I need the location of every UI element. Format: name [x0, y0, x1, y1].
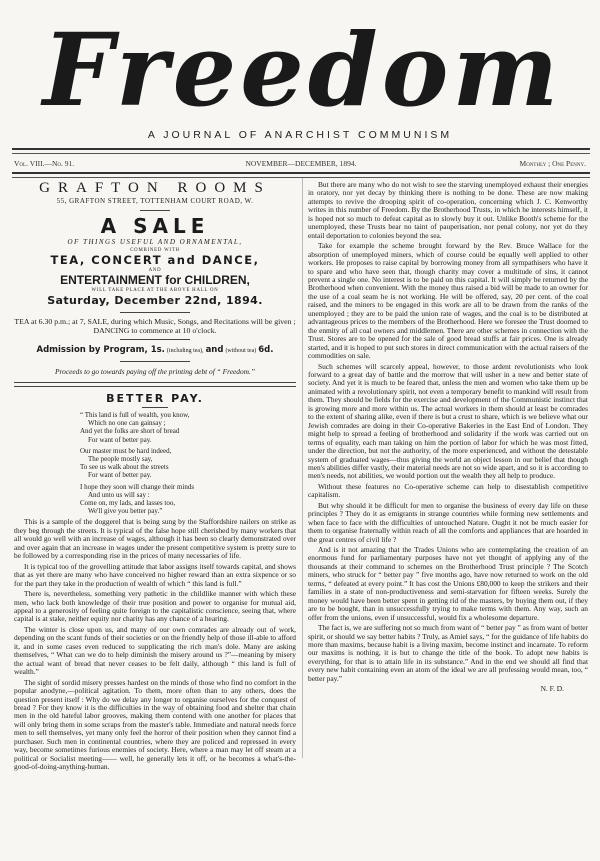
ad-things: OF THINGS USEFUL AND ORNAMENTAL, [67, 238, 243, 246]
poem-line: “ This land is full of wealth, you know, [80, 411, 190, 419]
paragraph: The winter is close upon us, and many of our own comrades are already out of work, depending on the scant funds of their societies or on the friendly help of those ill-able to afford it, and in some cases even reduced to supplicating the rich man's dole. Many are asking themselves, “ What can we do to help diminish the misery around us ?”—meaning by misery the actual want of bread that never ceases to be felt daily, although “ this land is full of wealth.” [14, 624, 296, 677]
poem-line: The people mostly say, [88, 455, 153, 464]
ad-entertainment: ENTERTAINMENT for CHILDREN, [60, 273, 250, 287]
poem [80, 411, 296, 515]
ad-combined: COMBINED WITH [130, 248, 180, 253]
poem-line: I hope they soon will change their minds [80, 482, 195, 491]
dateline [14, 159, 588, 171]
column-divider [302, 178, 303, 758]
paragraph: And is it not amazing that the Trades Unions who are contemplating the creation of an enormous fund for parliamentary purposes have not yet thought of applying any of the thousands at their command to schemes on the Brotherhood Trust principle ? The Scotch miners, who struck for “ better pay ” five months ago, have now returned to work on the old terms, “ defeated at every point.” It has cost the Unions £80,000 to keep the strikers and their families in a state of non-productiveness and semi-starvation for fifteen weeks. Surely the money would have been better spent in getting rid of the masters, by buying them out, if they are to be bought, than in unsuccessfully trying to make terms with them. Any way, such an offer from the unions, even if unsuccessful, would fix a wholesome departure. [308, 545, 588, 622]
issue-price: Monthly ; One Penny. [519, 159, 586, 168]
admission-and: and [205, 345, 224, 355]
admission-label: Admission by Program, 1s. [36, 345, 165, 355]
paragraph: The fact is, we are suffering not so much from want of “ better pay ” as from want of better spirit, or should we say better habits ? Truly, as Amiel says, “ for the guidance of life habits do more than maxims, because habit is a living maxim, become instinct and incarnate. To reform our maxims is nothing, it is but to change the title of the book. To adopt new habits is everything, for that is to attain life in its substance.” And in the end we should all find that every new habit containing even an atom of the ideal we are all professing would mean, too, “ better pay.” [308, 623, 588, 683]
poem-stanza [80, 483, 296, 516]
poem-line: To see us walk about the streets [80, 463, 169, 472]
paragraph: There is, nevertheless, something very pathetic in the childlike manner with which these men, who lack both knowledge of their true position and power to organise for mutual aid, appeal to a generosity of feeling quite foreign to the capitalistic conscience, seeing that, where capital is at stake, neither equity nor charity has any chance of a hearing. [14, 589, 296, 624]
section-rule [14, 382, 296, 387]
masthead-subtitle: A JOURNAL OF ANARCHIST COMMUNISM [147, 129, 453, 141]
ad-and: AND [148, 268, 162, 273]
paragraph: The sight of sordid misery presses hardest on the minds of those who find no comfort in the popular anodyne,—political agitation. To them, more often than to any others, does the question present itself : Why do we delay any longer to organise ourselves for the conquest of bread ? For they know it is the difficulties in the way of obtaining food and shelter that chain men in the old hateful labor grooves, making them contend with one another for places that will only bring them in some scraps from the master's table. Immediate and natural needs force men to sell themselves, yet many only feel the horror of their position when they cannot find a purchaser. Such men in continental countries, where they are policed and repressed in every way, become sometimes furious enemies of society. Here, where a man may let off steam at a political or Socialist meeting—— well, he generally lets it off, or he becomes a what's-the-good-of-doing-anything-human. [14, 677, 296, 772]
divider [142, 407, 168, 408]
paragraph: Without these features no Co-operative scheme can help to disestablish competitive capitalism. [308, 481, 588, 500]
poem-line: Which no one can gainsay ; [88, 419, 166, 428]
paragraph: This is a sample of the doggerel that is being sung by the Staffordshire nailers on strike as they beg through the streets. It is typical of the false hope still cherished by many workers that all would go well with an increase of wages, although it has been so clearly demonstrated over and over again that an increase in wages under the present competitive system is pretty sure to be followed by a corresponding rise in the prices of many necessaries of life. [14, 517, 296, 561]
ad-details: TEA at 6.30 p.m.; at 7, SALE, during which Music, Songs, and Recitations will be given ; DANCING to commence at 10 o'clock. [14, 317, 296, 335]
poem-line: For want of better pay. [88, 471, 152, 480]
admission-price: 6d. [258, 345, 274, 355]
masthead-rule [12, 148, 590, 154]
poem-line: Come on, my lads, and lasses too, [80, 499, 176, 508]
paragraph: But there are many who do not wish to see the starving unemployed exhaust their energies in oratory, nor yet decay by thinking there is nothing to be done. These are now making attempts to revive the drooping spirit of co-operation, concerning which J. C. Kenworthy writes in this number of Freedom. By the Brotherhood Trusts, in which he interests himself, it is hoped not so much to defeat capital as to slowly buy it out. Unlike Booth's scheme for the unemployed, these Trusts bear no taint of pauperisation, nor penal colony, nor yet do they entail deportation to colonies beyond the sea. [308, 180, 588, 240]
ad-tea-line: TEA, CONCERT and DANCE, [50, 253, 260, 267]
poem-line: For want of better pay. [88, 435, 152, 444]
divider [120, 361, 190, 362]
poem-line: And unto us will say : [88, 490, 150, 499]
poem-line: We'll give you better pay.” [88, 507, 163, 516]
admission-without-tea: (without tea) [225, 348, 257, 354]
ad-headline: A SALE [100, 214, 210, 238]
masthead-title: Freedom [42, 11, 563, 129]
ad-proceeds: Proceeds to go towards paying off the printing debt of “ Freedom.” [55, 367, 255, 376]
article-title: BETTER PAY. [106, 392, 204, 405]
right-column [308, 181, 588, 861]
paragraph: But why should it be difficult for men to organise the business of every day life on these principles ? They do it as emigrants in strange countries while forming new settlements and when face to face with the difficulties of untouched Nature. Ought it not be much easier for them to organise fraternally within reach of all the comforts and appliances that are hoarded in the great centres of civil life ? [308, 500, 588, 544]
divider [140, 210, 170, 211]
volume-number: Vol. VIII.—No. 91. [14, 159, 75, 168]
masthead [0, 0, 600, 128]
admission-with-tea: (including tea), [166, 348, 204, 354]
ad-address: 55, GRAFTON STREET, TOTTENHAM COURT ROAD, W. [56, 197, 254, 205]
ad-will-take-place: WILL TAKE PLACE AT THE ABOVE HALL ON [91, 288, 219, 293]
paragraph: Take for example the scheme brought forward by the Rev. Bruce Wallace for the absorption of unemployed miners, which of course could be equally well applied to other workers. He proposes to raise capital by borrowing money from all sympathisers who have it to spare and who have seen that, though charity may cover a multitude of sins, it cannot prevent a single one. No interest is to be paid on this capital. It will simply be returned by the Brotherhood when convenient. With the money thus raised a bid will be made to an owner for the use of a coal seam he is not working. He will be offered, say, 20 per cent. of the coal raised, and the miners to be engaged in this work are all to be drawn from the ranks of the unemployed ; they are to be paid the union rate of wages, and the coal is to be distributed at advantageous prices to the members of the Brotherhood. Here we foresee the Trust doomed to the enmity of all coal owners and middlemen. There are other schemes in connection with the Trust. Stores are to be opened for the sale of good bread stuffs at fair prices. One is already started, and it is hoped to put such stores in direct communication with the actual raisers of the commodities on sale. [308, 241, 588, 361]
ad-hall-name: GRAFTON ROOMS [39, 180, 271, 196]
ad-admission [14, 344, 296, 357]
issue-date: NOVEMBER—DECEMBER, 1894. [245, 159, 357, 168]
paragraph: It is typical too of the grovelling attitude that labor assigns itself towards capital, and shows that as yet there are many who have conceived no higher reward than an extra sixpence or so for the part they take in the production of wealth of which “ this land is full.” [14, 561, 296, 588]
poem-line: And yet the folks are short of bread [80, 427, 180, 436]
left-column [14, 178, 296, 858]
paragraph: Such schemes will scarcely appeal, however, to those ardent revolutionists who look forward to a great day of battle and the morrow that will usher in a new and better state of society. And yet it is much to be feared that, unless the men and women who take them up be animated with a revolutionary spirit, not even a temporary benefit to mankind will result from them. They should be fields for the exercise and development of the Communistic instinct that is growing more and more within us. The actual workers in them should at least be comrades to the extent of sharing alike, even if there is but a crust to share, which is we believe what our Jewish comrades are doing in their Co-operative Bakeries in the East End of London. They might help to spread a feeling of brotherhood and solidarity if the work was carried out on terms of equality, each man taking on him the portion of labor for which he was most fitted, under the direction, but not the authority, of the more experienced, and without the detestable system of graduated wages—thus giving the world an object lesson in our belief that though men's abilities differ vastly, their material needs are not so wide apart, and so it is according to men's needs, not abilities, we would portion out the wealth they all help to produce. [308, 361, 588, 481]
poem-stanza [80, 411, 296, 444]
ad-date: Saturday, December 22nd, 1894. [47, 294, 263, 307]
divider [120, 312, 190, 313]
divider [120, 339, 190, 340]
author-signature: N. F. D. [540, 684, 564, 694]
poem-stanza [80, 447, 296, 480]
poem-line: Our master must be hard indeed, [80, 446, 172, 455]
sale-advertisement [14, 180, 296, 377]
